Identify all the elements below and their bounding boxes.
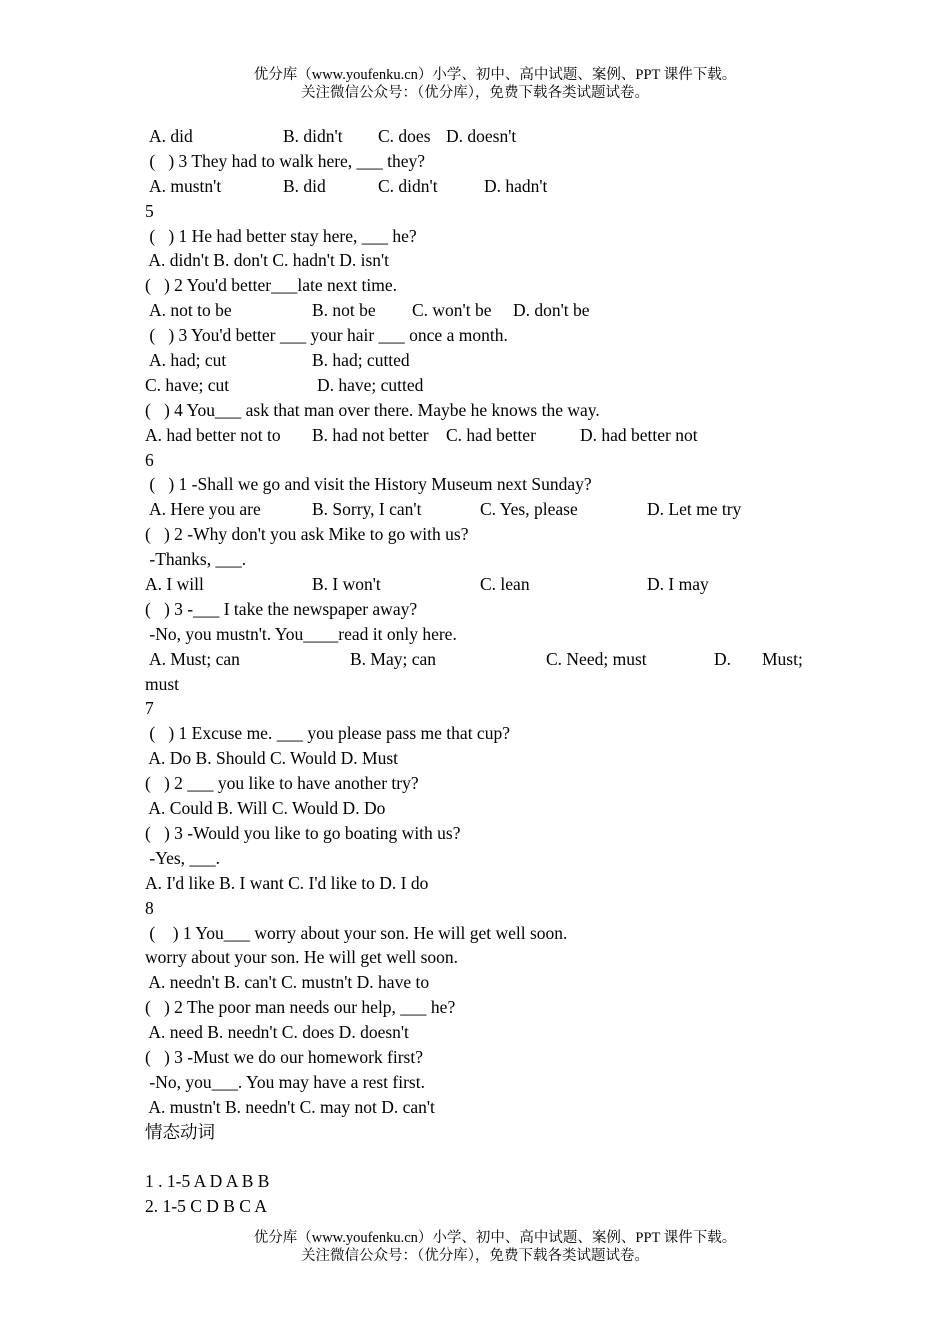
options-row [145, 373, 825, 398]
question-text: ( ) 3 -Would you like to go boating with us? [145, 822, 461, 843]
question-text: ( ) 2 You'd better___late next time. [145, 275, 397, 296]
option-a: A. mustn't [149, 175, 222, 196]
dialogue-text: -No, you___. You may have a rest first. [145, 1071, 425, 1092]
options-text: A. needn't B. can't C. mustn't D. have to [145, 972, 430, 993]
option-d: D. I may [647, 574, 709, 595]
options-row [145, 124, 825, 149]
question-text: ( ) 3 -Must we do our homework first? [145, 1046, 424, 1067]
page-footer [0, 1229, 950, 1265]
option-a: A. Must; can [149, 648, 240, 669]
dialogue-text: -Yes, ___. [145, 847, 221, 868]
options-text: A. mustn't B. needn't C. may not D. can't [145, 1096, 435, 1117]
options-text: A. need B. needn't C. does D. doesn't [145, 1022, 409, 1043]
options-row [145, 174, 825, 199]
options-text: A. didn't B. don't C. hadn't D. isn't [145, 250, 390, 271]
options-row [145, 348, 825, 373]
options-row [145, 647, 825, 672]
question-text: ( ) 2 The poor man needs our help, ___ he? [145, 997, 456, 1018]
section-number: 6 [145, 449, 154, 470]
question-text: ( ) 4 You___ ask that man over there. Maybe he knows the way. [145, 399, 600, 420]
blank-line [145, 1145, 825, 1170]
options-row [145, 572, 825, 597]
option-b: B. had not better [312, 424, 429, 445]
answer-line: 1 . 1-5 A D A B B [145, 1171, 270, 1192]
option-b: B. not be [312, 300, 376, 321]
document-body [145, 124, 825, 1219]
header-line-1: 优分库（www.youfenku.cn）小学、初中、高中试题、案例、PPT 课件下载。 [253, 67, 737, 83]
option-d: D. [714, 648, 732, 669]
option-d: D. have; cutted [317, 374, 424, 395]
options-text: A. Could B. Will C. Would D. Do [145, 798, 386, 819]
answers-title: 情态动词 [145, 1121, 215, 1142]
section-number: 8 [145, 897, 154, 918]
footer-line-2: 关注微信公众号：（优分库），免费下载各类试题试卷。 [301, 1248, 649, 1264]
option-c: C. Need; must [546, 648, 647, 669]
answer-line: 2. 1-5 C D B C A [145, 1196, 268, 1217]
option-c: C. lean [480, 574, 530, 595]
option-c: C. does [378, 126, 431, 146]
question-text: ( ) 1 -Shall we go and visit the History Museum next Sunday? [145, 474, 592, 495]
dialogue-text: -No, you mustn't. You____read it only here. [145, 623, 457, 644]
options-text: A. Do B. Should C. Would D. Must [145, 748, 399, 769]
option-d-text: Must; [762, 648, 803, 669]
question-text: ( ) 1 Excuse me. ___ you please pass me that cup? [145, 723, 510, 744]
option-c: C. won't be [412, 300, 492, 321]
option-d: D. don't be [513, 300, 590, 321]
option-b: B. Sorry, I can't [312, 499, 422, 520]
question-text: ( ) 1 You___ worry about your son. He will get well soon. [145, 922, 568, 943]
section-number: 5 [145, 200, 154, 221]
section-number: 7 [145, 698, 154, 719]
option-a: A. did [149, 126, 193, 146]
option-a: A. had better not to [145, 424, 281, 445]
option-a: A. Here you are [149, 499, 261, 520]
options-row [145, 423, 825, 448]
option-d: D. Let me try [647, 499, 742, 520]
question-text: ( ) 2 ___ you like to have another try? [145, 773, 419, 794]
option-d: D. doesn't [446, 126, 517, 146]
header-line-2: 关注微信公众号：（优分库），免费下载各类试题试卷。 [301, 85, 649, 101]
option-c: C. didn't [378, 175, 438, 196]
option-b: B. I won't [312, 574, 381, 595]
option-d: D. had better not [580, 424, 698, 445]
page-header [0, 66, 950, 102]
option-c: C. had better [446, 424, 536, 445]
question-text-continued: worry about your son. He will get well soon. [145, 947, 459, 968]
option-b: B. didn't [283, 126, 343, 146]
question-text: ( ) 1 He had better stay here, ___ he? [145, 225, 417, 246]
footer-line-1: 优分库（www.youfenku.cn）小学、初中、高中试题、案例、PPT 课件下载。 [253, 1230, 737, 1246]
option-d: D. hadn't [484, 175, 548, 196]
question-text: ( ) 3 You'd better ___ your hair ___ once a month. [145, 325, 508, 346]
dialogue-text: -Thanks, ___. [145, 549, 247, 570]
option-b: B. had; cutted [312, 350, 410, 371]
option-a: A. not to be [149, 300, 232, 321]
option-a: A. I will [145, 574, 204, 595]
options-text-continued: must [145, 673, 180, 694]
option-a: A. had; cut [149, 350, 227, 371]
option-c: C. Yes, please [480, 499, 578, 520]
options-row [145, 298, 825, 323]
options-row [145, 497, 825, 522]
option-b: B. did [283, 175, 326, 196]
question-text: ( ) 3 -___ I take the newspaper away? [145, 598, 418, 619]
question-text: ( ) 3 They had to walk here, ___ they? [145, 150, 426, 171]
options-text: A. I'd like B. I want C. I'd like to D. I do [145, 872, 429, 893]
option-c: C. have; cut [145, 374, 230, 395]
option-b: B. May; can [350, 648, 437, 669]
question-text: ( ) 2 -Why don't you ask Mike to go with us? [145, 524, 469, 545]
